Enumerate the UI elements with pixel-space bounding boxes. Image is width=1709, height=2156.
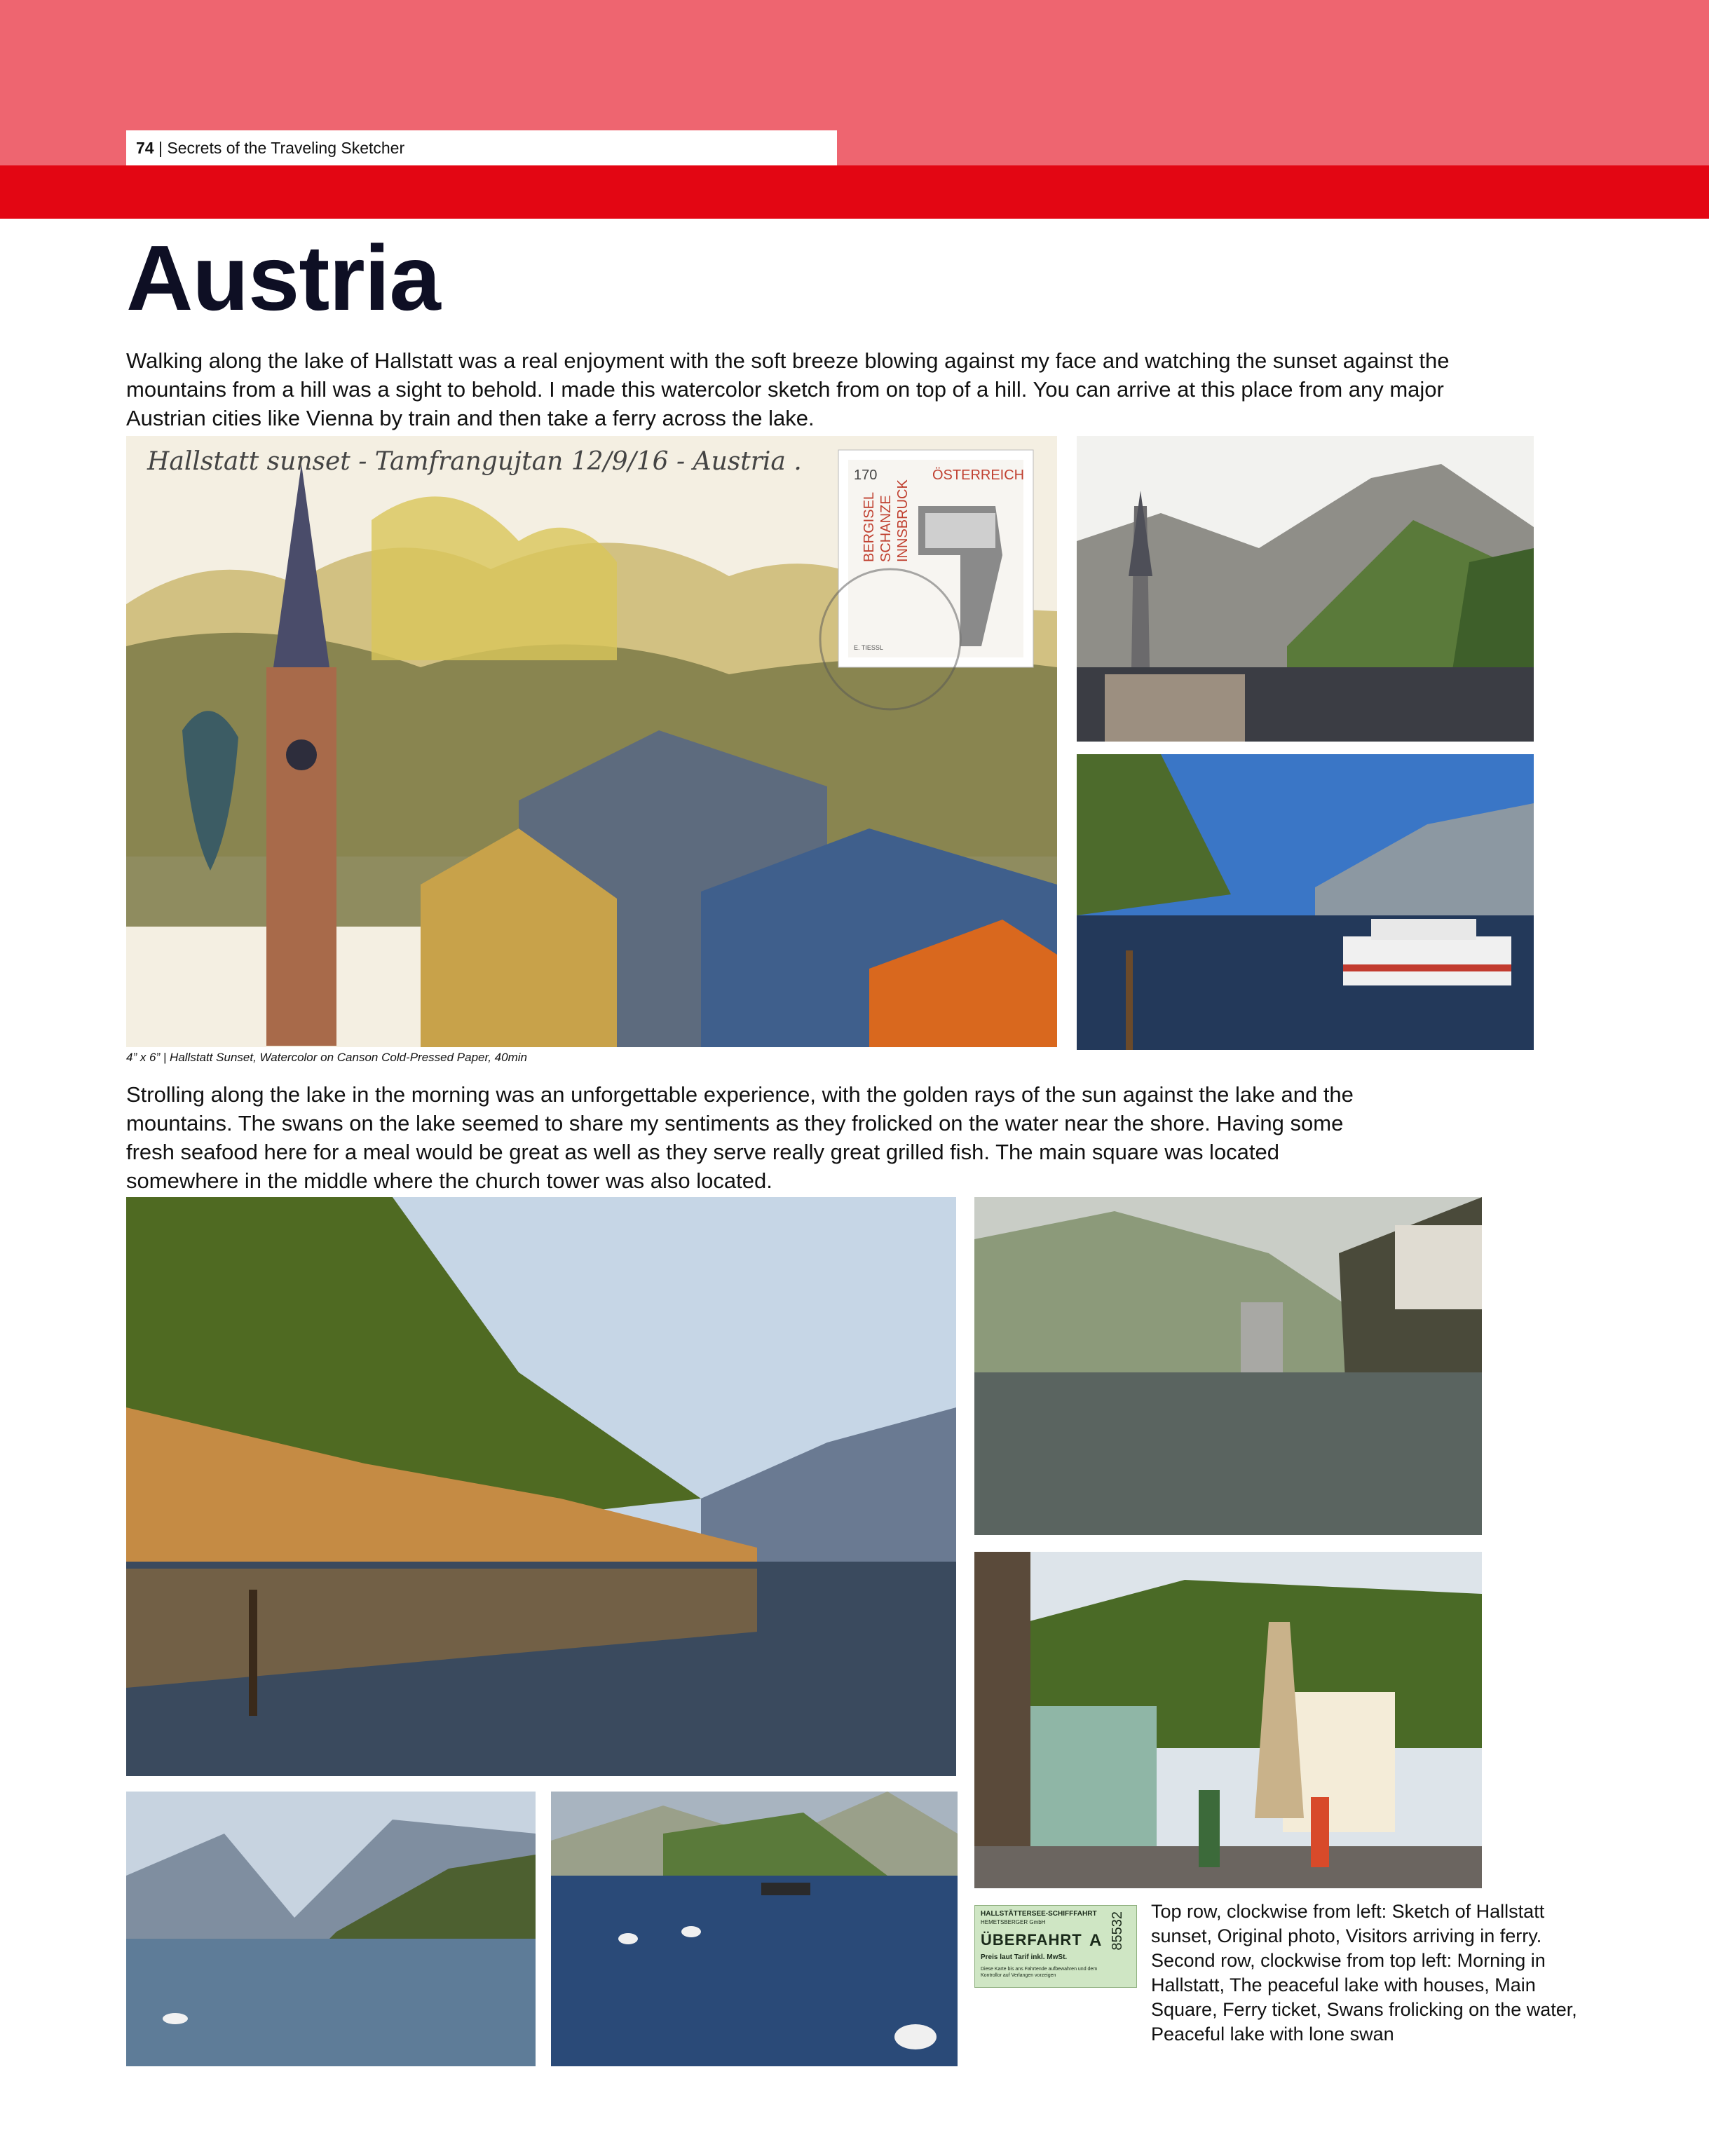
photo-ferry-arriving xyxy=(1077,754,1534,1050)
sketch-inscription: Hallstatt sunset - Tamfrangujtan 12/9/16 - Austria . xyxy=(147,447,802,476)
running-head xyxy=(126,130,837,165)
second-paragraph: Strolling along the lake in the morning was an unforgettable experience, with the golden rays of the sun against the lake and the mountains. The swans on the lake seemed to share my sentiments as they frolicked on the water near the shore. Having some fresh seafood here for a meal would be great as well as they serve really great grilled fish. The main square was located somewhere in the middle where the church tower was also located. xyxy=(126,1082,1354,1193)
ticket-operator: HEMETSBERGER GmbH xyxy=(981,1919,1046,1925)
watercolor-sketch xyxy=(126,436,1057,1047)
photo-peaceful-lake-houses xyxy=(974,1197,1482,1535)
photo-original-hallstatt xyxy=(1077,436,1534,742)
photo-lake-lone-swan xyxy=(126,1792,536,2066)
page-number: 74 xyxy=(136,139,154,157)
svg-text:INNSBRUCK: INNSBRUCK xyxy=(895,479,911,562)
page-title: Austria xyxy=(126,226,440,329)
intro-paragraph: Walking along the lake of Hallstatt was a real enjoyment with the soft breeze blowing against my face and watching the sunset against the mountains from a hill was a sight to behold. I made this watercolor sketch from on top of a hill. You can arrive at this place from any major Austrian cities like Vienna by train and then take a ferry across the lake. xyxy=(126,348,1450,430)
ticket-notice: Diese Karte bis ans Fahrtende aufbewahren und dem Kontrollor auf Verlangen vorzeigen xyxy=(981,1967,1098,1978)
svg-text:E. TIESSL: E. TIESSL xyxy=(854,644,883,651)
photo-swans-frolicking xyxy=(551,1792,958,2066)
svg-text:BERGISEL: BERGISEL xyxy=(862,491,877,562)
ferry-ticket xyxy=(974,1905,1137,1988)
photo-morning-hallstatt xyxy=(126,1197,956,1776)
book-title: Secrets of the Traveling Sketcher xyxy=(167,139,405,157)
separator: | xyxy=(158,139,163,157)
ticket-label: ÜBERFAHRT xyxy=(981,1931,1082,1949)
ticket-class: A xyxy=(1089,1931,1102,1950)
svg-text:ÖSTERREICH: ÖSTERREICH xyxy=(932,468,1025,483)
header-red-stripe xyxy=(0,165,1709,219)
ticket-company: HALLSTÄTTERSEE-SCHIFFFAHRT xyxy=(981,1910,1097,1918)
svg-text:SCHANZE: SCHANZE xyxy=(878,495,894,562)
svg-text:170: 170 xyxy=(854,468,878,483)
sketch-caption: 4” x 6” | Hallstatt Sunset, Watercolor on Canson Cold-Pressed Paper, 40min xyxy=(126,1051,527,1064)
photo-captions: Top row, clockwise from left: Sketch of Hallstatt sunset, Original photo, Visitors arriving in ferry. Second row, clockwise from top left: Morning in Hallstatt, The peaceful lake with houses, Main Square, Ferry ticket, Swans frolicking on the water, Peaceful lake with lone swan xyxy=(1151,1901,1577,2045)
ticket-fare: Preis laut Tarif inkl. MwSt. xyxy=(981,1953,1068,1961)
ticket-number: 85532 xyxy=(1110,1911,1125,1951)
postage-stamp xyxy=(838,450,1033,667)
photo-main-square xyxy=(974,1552,1482,1888)
